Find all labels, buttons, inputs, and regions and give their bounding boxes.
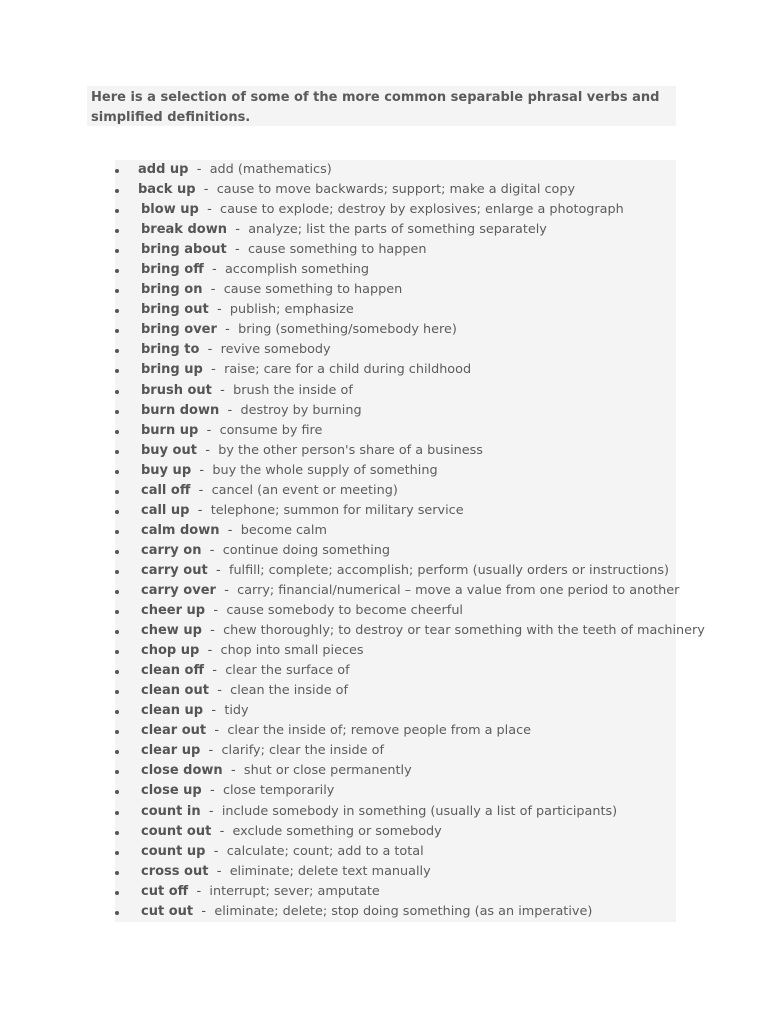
verb-term: burn down <box>141 402 220 418</box>
verb-definition: add (mathematics) <box>209 162 332 177</box>
verb-separator: - <box>224 582 229 598</box>
list-item <box>115 401 676 421</box>
verb-separator: - <box>205 442 210 458</box>
bullet-icon <box>115 410 119 414</box>
verb-term: clean out <box>141 683 209 699</box>
bullet-icon <box>115 811 119 815</box>
verb-definition: buy the whole supply of something <box>212 462 438 478</box>
verb-definition: bring (something/somebody here) <box>238 322 457 338</box>
list-item <box>115 882 676 902</box>
verb-term: blow up <box>141 202 199 218</box>
verb-term: bring over <box>141 322 217 338</box>
verb-definition: cause something to happen <box>223 282 403 298</box>
list-item <box>115 561 676 581</box>
verb-definition: eliminate; delete text manually <box>229 863 431 879</box>
verb-definition: continue doing something <box>222 542 391 558</box>
verb-separator: - <box>216 302 222 318</box>
list-item <box>115 421 676 441</box>
verb-definition: clarify; clear the inside of <box>221 743 384 759</box>
verb-term: bring about <box>141 242 227 258</box>
verb-separator: - <box>213 603 219 619</box>
verb-separator: - <box>210 783 215 799</box>
verb-definition: carry; financial/numerical – move a value from one period to another <box>237 582 680 598</box>
verb-definition: consume by fire <box>219 422 323 438</box>
bullet-icon <box>115 670 119 674</box>
verb-term: break down <box>141 222 227 238</box>
bullet-icon <box>115 911 119 915</box>
verb-separator: - <box>211 362 216 378</box>
verb-separator: - <box>212 663 217 679</box>
list-item <box>115 521 676 541</box>
bullet-icon <box>115 289 119 293</box>
bullet-icon <box>115 750 119 754</box>
verb-definition: interrupt; sever; amputate <box>209 883 380 899</box>
bullet-icon <box>115 229 119 233</box>
verb-definition: clear the surface of <box>225 663 350 679</box>
verb-separator: - <box>196 162 202 177</box>
verb-term: buy up <box>141 462 192 478</box>
verb-term: carry on <box>141 542 202 558</box>
bullet-icon <box>115 349 119 353</box>
verb-term: clean up <box>141 703 204 719</box>
list-item <box>115 220 676 240</box>
verb-separator: - <box>206 422 212 438</box>
bullet-icon <box>115 450 119 454</box>
list-item <box>115 761 676 781</box>
list-item <box>115 180 676 200</box>
intro-paragraph: Here is a selection of some of the more common separable phrasal verbs and simplified definitions. <box>87 86 676 126</box>
verb-term: count up <box>141 843 206 859</box>
list-item <box>115 661 676 681</box>
list-item <box>115 501 676 521</box>
verb-definition: cause to move backwards; support; make a digital copy <box>216 182 576 198</box>
list-item <box>115 822 676 842</box>
verb-term: cross out <box>141 863 209 879</box>
list-item <box>115 802 676 822</box>
list-item <box>115 200 676 220</box>
bullet-icon <box>115 550 119 554</box>
verb-term: call off <box>141 482 191 498</box>
list-item <box>115 300 676 320</box>
verb-definition: cause somebody to become cheerful <box>226 603 463 619</box>
verb-definition: destroy by burning <box>240 402 362 418</box>
verb-definition: fulfill; complete; accomplish; perform (usually orders or instructions) <box>228 562 669 578</box>
list-item <box>115 641 676 661</box>
bullet-icon <box>115 610 119 614</box>
list-item <box>115 701 676 721</box>
verb-definition: eliminate; delete; stop doing something (as an imperative) <box>214 903 593 919</box>
verb-term: carry out <box>141 562 208 578</box>
verb-separator: - <box>197 502 203 518</box>
verb-separator: - <box>219 823 225 839</box>
bullet-icon <box>115 831 119 835</box>
verb-term: bring out <box>141 302 209 318</box>
verb-separator: - <box>198 482 204 498</box>
verb-term: bring to <box>141 342 200 358</box>
list-item <box>115 601 676 621</box>
verb-term: bring off <box>141 262 204 278</box>
verb-definition: chew thoroughly; to destroy or tear something with the teeth of machinery <box>223 623 705 639</box>
verb-definition: exclude something or somebody <box>232 823 442 839</box>
bullet-icon <box>115 710 119 714</box>
verb-separator: - <box>216 863 222 879</box>
verb-separator: - <box>235 222 240 238</box>
bullet-icon <box>115 390 119 394</box>
bullet-icon <box>115 570 119 574</box>
bullet-icon <box>115 490 119 494</box>
verb-separator: - <box>209 542 215 558</box>
list-item <box>115 320 676 340</box>
verb-term: count in <box>141 803 201 819</box>
verb-separator: - <box>203 182 209 198</box>
list-item <box>115 781 676 801</box>
list-item <box>115 721 676 741</box>
verb-separator: - <box>217 683 222 699</box>
verb-separator: - <box>220 382 225 398</box>
list-item <box>115 621 705 641</box>
bullet-icon <box>115 790 119 794</box>
verb-definition: cause to explode; destroy by explosives; enlarge a photograph <box>220 202 624 218</box>
verb-separator: - <box>227 402 233 418</box>
list-item <box>115 481 676 501</box>
bullet-icon <box>115 770 119 774</box>
verb-definition: analyze; list the parts of something separately <box>248 222 547 238</box>
verb-separator: - <box>227 522 233 538</box>
verb-term: bring on <box>141 282 203 298</box>
verb-term: close down <box>141 763 223 779</box>
bullet-icon <box>115 510 119 514</box>
list-item <box>115 681 676 701</box>
verb-definition: tidy <box>224 703 249 719</box>
verb-term: cut out <box>141 903 194 919</box>
verb-term: buy out <box>141 442 197 458</box>
bullet-icon <box>115 730 119 734</box>
verb-definition: by the other person's share of a business <box>218 442 483 458</box>
verb-term: clear up <box>141 743 201 759</box>
bullet-icon <box>115 269 119 273</box>
verb-definition: accomplish something <box>224 262 370 278</box>
bullet-icon <box>115 329 119 333</box>
bullet-icon <box>115 630 119 634</box>
verb-separator: - <box>211 703 217 719</box>
verb-term: count out <box>141 823 212 839</box>
list-item <box>115 862 676 882</box>
verb-definition: telephone; summon for military service <box>210 502 464 518</box>
bullet-icon <box>115 430 119 434</box>
bullet-icon <box>115 209 119 213</box>
list-item <box>115 461 676 481</box>
verb-separator: - <box>210 623 215 639</box>
list-item <box>115 240 676 260</box>
phrasal-verb-list <box>115 160 705 922</box>
list-item <box>115 381 676 401</box>
bullet-icon <box>115 470 119 474</box>
bullet-icon <box>115 309 119 313</box>
verb-separator: - <box>207 202 212 218</box>
list-item <box>115 160 676 180</box>
list-item <box>115 741 676 761</box>
bullet-icon <box>115 650 119 654</box>
list-item <box>115 581 680 601</box>
bullet-icon <box>115 189 119 193</box>
bullet-icon <box>115 530 119 534</box>
verb-definition: chop into small pieces <box>220 643 364 659</box>
verb-term: chop up <box>141 643 200 659</box>
verb-term: chew up <box>141 623 202 639</box>
verb-term: call up <box>141 502 190 518</box>
list-item <box>115 842 676 862</box>
verb-term: calm down <box>141 522 220 538</box>
verb-separator: - <box>210 282 216 298</box>
verb-definition: clear the inside of; remove people from a place <box>227 723 531 739</box>
verb-term: cheer up <box>141 603 206 619</box>
verb-definition: cause something to happen <box>247 242 427 258</box>
verb-term: clean off <box>141 663 204 679</box>
bullet-icon <box>115 590 119 594</box>
verb-definition: revive somebody <box>220 342 331 358</box>
verb-definition: brush the inside of <box>233 382 353 398</box>
bullet-icon <box>115 249 119 253</box>
bullet-icon <box>115 851 119 855</box>
bullet-icon <box>115 891 119 895</box>
verb-definition: clean the inside of <box>230 683 349 699</box>
bullet-icon <box>115 169 119 173</box>
verb-definition: raise; care for a child during childhood <box>224 362 472 378</box>
verb-separator: - <box>207 643 213 659</box>
verb-term: close up <box>141 783 202 799</box>
list-item <box>115 280 676 300</box>
bullet-icon <box>115 690 119 694</box>
verb-separator: - <box>235 242 240 258</box>
bullet-icon <box>115 871 119 875</box>
verb-term: brush out <box>141 382 212 398</box>
verb-separator: - <box>207 342 213 358</box>
verb-definition: include somebody in something (usually a list of participants) <box>221 803 618 819</box>
verb-separator: - <box>213 843 219 859</box>
list-item <box>115 340 676 360</box>
list-item <box>115 441 676 461</box>
verb-term: bring up <box>141 362 203 378</box>
verb-definition: close temporarily <box>222 783 335 799</box>
verb-term: burn up <box>141 422 199 438</box>
list-item <box>115 902 676 922</box>
verb-definition: cancel (an event or meeting) <box>211 482 398 498</box>
verb-separator: - <box>196 883 202 899</box>
verb-separator: - <box>230 763 236 779</box>
verb-separator: - <box>225 322 230 338</box>
verb-separator: - <box>214 723 220 739</box>
verb-separator: - <box>201 903 207 919</box>
verb-separator: - <box>199 462 205 478</box>
verb-separator: - <box>208 743 214 759</box>
verb-separator: - <box>212 262 217 278</box>
verb-term: add up <box>138 162 189 177</box>
verb-term: cut off <box>141 883 189 899</box>
verb-term: carry over <box>141 582 216 598</box>
verb-term: back up <box>138 182 196 198</box>
verb-definition: become calm <box>240 522 327 538</box>
verb-definition: shut or close permanently <box>243 763 412 779</box>
list-item <box>115 260 676 280</box>
bullet-icon <box>115 369 119 373</box>
verb-definition: publish; emphasize <box>229 302 354 318</box>
verb-definition: calculate; count; add to a total <box>226 843 424 859</box>
list-item <box>115 360 676 380</box>
verb-separator: - <box>208 803 214 819</box>
verb-term: clear out <box>141 723 207 739</box>
list-item <box>115 541 676 561</box>
verb-separator: - <box>215 562 221 578</box>
